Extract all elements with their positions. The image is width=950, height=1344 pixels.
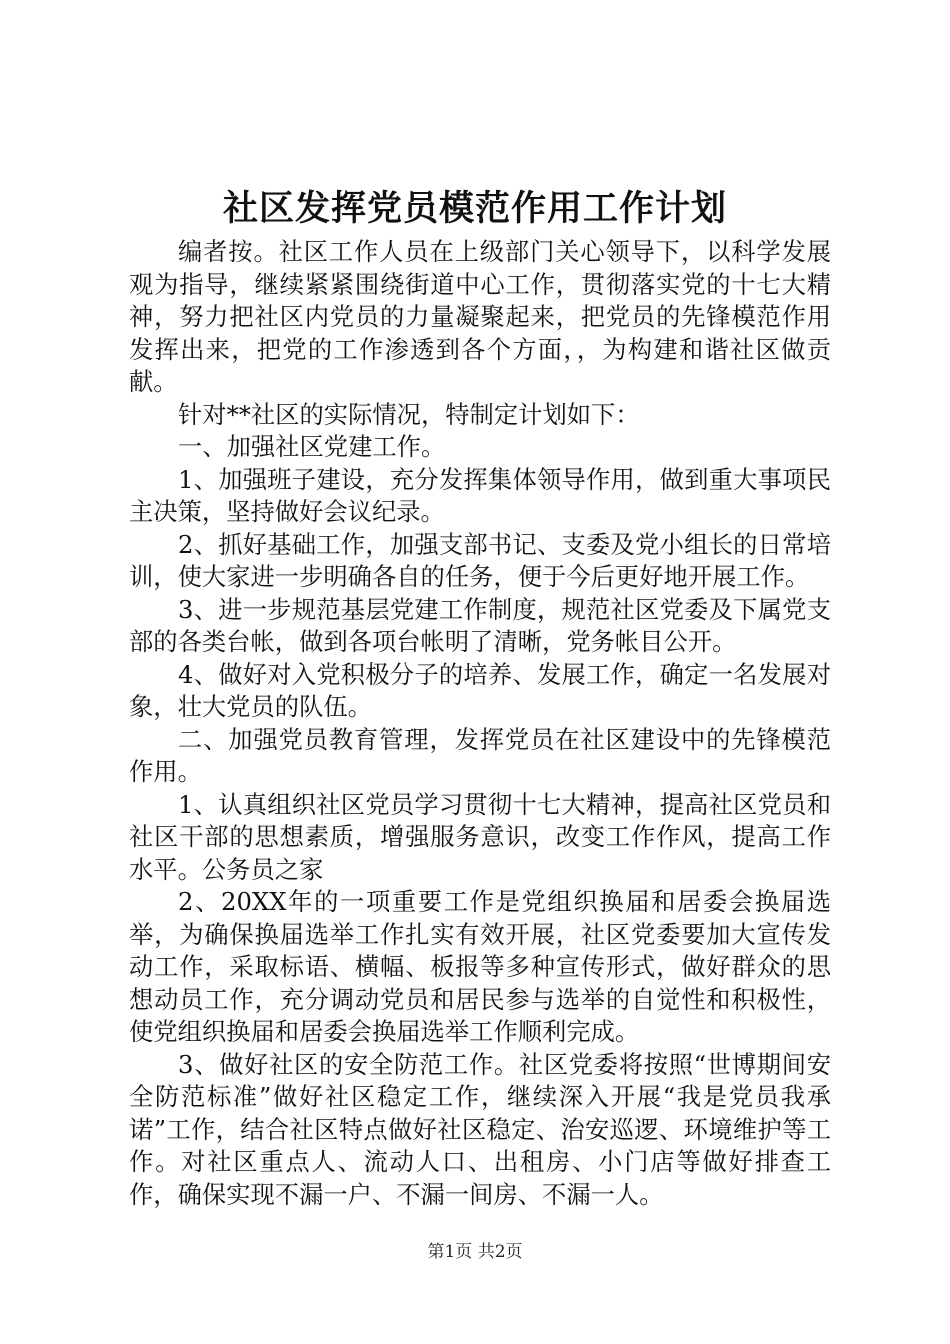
- paragraph-item: 2、20XX年的一项重要工作是党组织换届和居委会换届选举，为确保换届选举工作扎实有效开展，社区党委要加大宣传发动工作，采取标语、横幅、板报等多种宣传形式，做好群众的思想动员工作，充分调动党员和居民参与选举的自觉性和积极性，使党组织换届和居委会换届选举工作顺利完成。: [129, 887, 831, 1046]
- paragraph-item: 1、加强班子建设，充分发挥集体领导作用，做到重大事项民主决策，坚持做好会议纪录。: [129, 464, 831, 526]
- paragraph-intro: 针对**社区的实际情况，特制定计划如下：: [178, 399, 640, 429]
- page-number-footer: 第1页 共2页: [427, 1242, 523, 1262]
- page-title: 社区发挥党员模范作用工作计划: [222, 188, 727, 229]
- section-heading-2: 二、加强党员教育管理，发挥党员在社区建设中的先锋模范作用。: [129, 724, 831, 786]
- paragraph-item: 2、抓好基础工作，加强支部书记、支委及党小组长的日常培训，使大家进一步明确各自的任务，便于今后更好地开展工作。: [129, 529, 831, 591]
- paragraph-item: 3、进一步规范基层党建工作制度，规范社区党委及下属党支部的各类台帐，做到各项台帐明了清晰，党务帐目公开。: [129, 594, 831, 656]
- paragraph-editor-note: 编者按。社区工作人员在上级部门关心领导下，以科学发展观为指导，继续紧紧围绕街道中心工作，贯彻落实党的十七大精神，努力把社区内党员的力量凝聚起来，把党员的先锋模范作用发挥出来，把党的工作渗透到各个方面，，为构建和谐社区做贡献。: [129, 237, 831, 396]
- paragraph-item: 1、认真组织社区党员学习贯彻十七大精神，提高社区党员和社区干部的思想素质，增强服务意识，改变工作作风，提高工作水平。公务员之家: [129, 789, 831, 884]
- section-heading-1: 一、加强社区党建工作。: [178, 432, 446, 461]
- paragraph-item: 4、做好对入党积极分子的培养、发展工作，确定一名发展对象，壮大党员的队伍。: [129, 659, 831, 721]
- document-body: [129, 236, 831, 1211]
- paragraph-item: 3、做好社区的安全防范工作。社区党委将按照“世博期间安全防范标准”做好社区稳定工作，继续深入开展“我是党员我承诺”工作，结合社区特点做好社区稳定、治安巡逻、环境维护等工作。对社区重点人、流动人口、出租房、小门店等做好排查工作，确保实现不漏一户、不漏一间房、不漏一人。: [129, 1049, 831, 1209]
